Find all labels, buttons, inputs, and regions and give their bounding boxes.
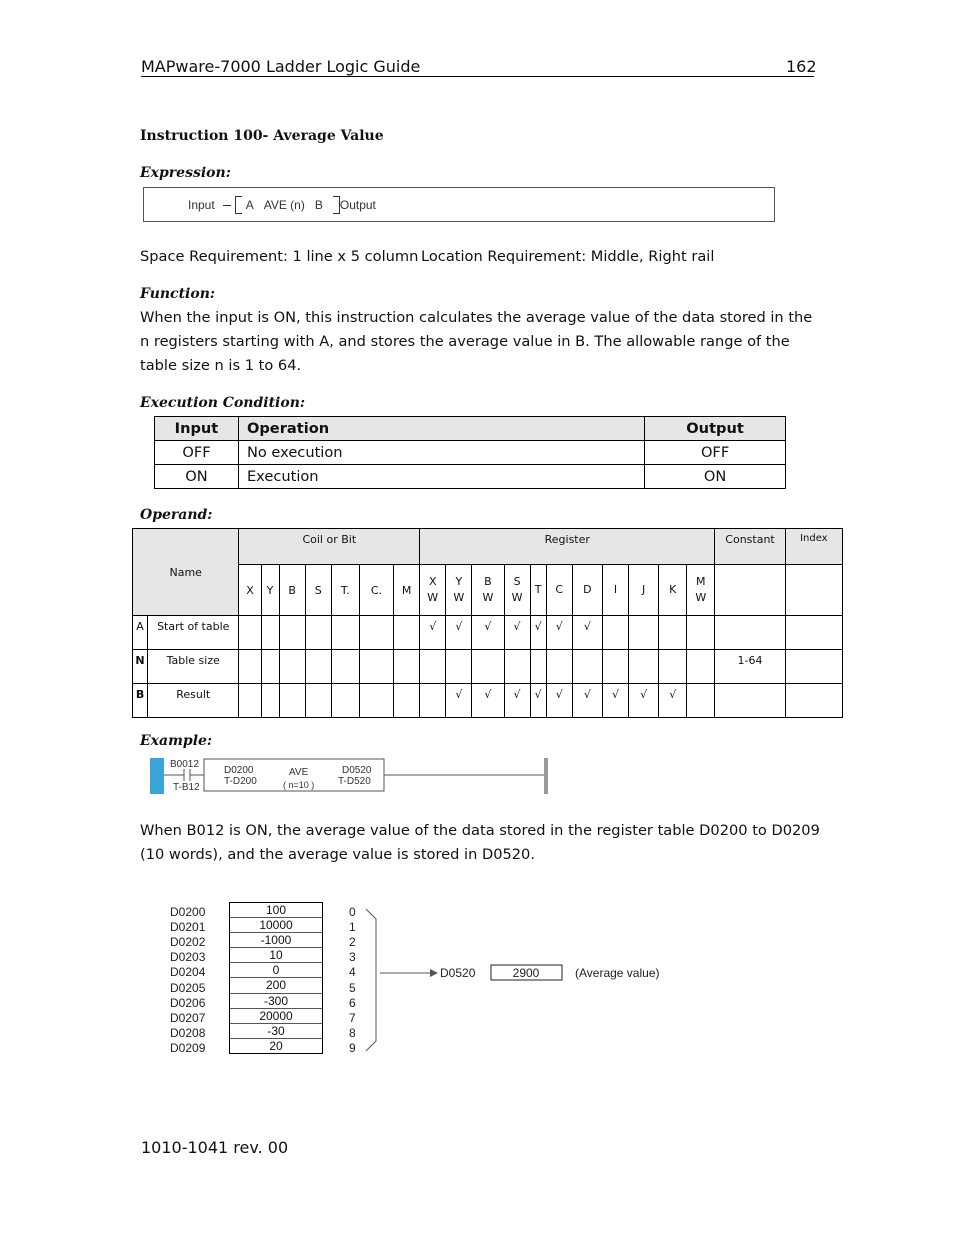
operand-cell: [239, 650, 261, 684]
operand-cell: [602, 616, 628, 650]
operand-cell: [546, 650, 572, 684]
operand-cell: [629, 616, 659, 650]
expr-input: Input: [188, 198, 215, 212]
register-col-letter: B: [484, 575, 492, 588]
constant-cell: [715, 684, 785, 718]
register-col-header: [420, 565, 446, 616]
operand-cell: [629, 684, 659, 718]
operand-cell: [261, 616, 279, 650]
operand-cell: [420, 616, 446, 650]
right-rail: [544, 758, 548, 794]
operand-cell: [279, 650, 305, 684]
register-col-suffix: W: [511, 591, 523, 604]
operand-cell: [420, 684, 446, 718]
arrow-head-icon: [430, 969, 438, 977]
coil-col-header: T.: [331, 565, 359, 616]
operand-cell: [546, 684, 572, 718]
operand-cell: [546, 616, 572, 650]
register-col-letter: Y: [455, 575, 463, 588]
left-rail: [150, 758, 164, 794]
expr-b: B: [314, 198, 323, 212]
execution-table: [154, 416, 786, 489]
register-col-letter: J: [641, 583, 646, 596]
index-cell: [785, 616, 842, 650]
operand-cell: [472, 650, 504, 684]
index-header: Index: [785, 529, 842, 565]
check-mark: √: [534, 620, 542, 633]
operand-cell: [279, 616, 305, 650]
register-col-suffix: W: [482, 591, 494, 604]
operand-cell: [261, 650, 279, 684]
check-mark: √: [534, 688, 542, 701]
register-value: 0: [230, 963, 322, 978]
register-index: 0: [349, 905, 356, 919]
coil-col-header: X: [239, 565, 261, 616]
function-heading: Function:: [140, 286, 216, 302]
register-value: 100: [230, 903, 322, 918]
operand-cell: [394, 684, 420, 718]
operand-cell: [359, 616, 393, 650]
check-mark: √: [484, 688, 492, 701]
operand-cell: [446, 650, 472, 684]
register-index: 3: [349, 950, 356, 965]
operand-name: Result: [148, 684, 239, 718]
space-requirement: Space Requirement: 1 line x 5 column: [140, 248, 419, 265]
operand-cell: [602, 650, 628, 684]
source-tag: D0200: [224, 765, 254, 776]
empty-header-cell: [785, 565, 842, 616]
register-name: D0204: [170, 965, 206, 980]
footer-revision: 1010-1041 rev. 00: [141, 1138, 289, 1157]
register-value: -1000: [230, 933, 322, 948]
exec-cell: ON: [645, 465, 786, 489]
register-index: 8: [349, 1025, 356, 1040]
register-col-suffix: W: [695, 591, 707, 604]
check-mark: √: [640, 688, 648, 701]
name-header-cell: [133, 529, 239, 616]
register-col-suffix: W: [427, 591, 439, 604]
operand-name: Start of table: [148, 616, 239, 650]
source-sub: T-D200: [224, 776, 257, 787]
operand-cell: [446, 684, 472, 718]
page-number: 162: [786, 57, 817, 76]
operand-cell: [394, 650, 420, 684]
operand-cell: [359, 684, 393, 718]
operand-name: Table size: [148, 650, 239, 684]
check-mark: √: [555, 620, 563, 633]
coil-col-header: B: [279, 565, 305, 616]
operand-cell: [530, 616, 546, 650]
register-col-header: [629, 565, 659, 616]
operand-cell: [331, 684, 359, 718]
register-col-letter: S: [513, 575, 521, 588]
register-col-letter: C: [555, 583, 564, 596]
expr-a: A: [245, 198, 254, 212]
check-mark: √: [429, 620, 437, 633]
operand-table: [132, 528, 843, 718]
constant-cell: [715, 616, 785, 650]
coil-col-header: M: [394, 565, 420, 616]
operand-cell: [602, 684, 628, 718]
operand-cell: [687, 616, 715, 650]
register-value: 200: [230, 978, 322, 993]
header-title: MAPware-7000 Ladder Logic Guide: [141, 57, 421, 76]
register-col-header: [546, 565, 572, 616]
index-cell: [785, 684, 842, 718]
name-header: Name: [169, 565, 202, 579]
check-mark: √: [513, 620, 521, 633]
register-name: D0207: [170, 1010, 206, 1025]
register-col-letter: X: [428, 575, 437, 588]
example-heading: Example:: [140, 733, 213, 749]
exec-cell: Execution: [238, 465, 644, 489]
register-index: 5: [349, 980, 356, 995]
operand-key: A: [133, 616, 148, 650]
register-col-letter: I: [613, 583, 618, 596]
target-register: D0520: [440, 966, 476, 980]
operand-key: B: [133, 684, 148, 718]
register-name: D0201: [170, 920, 206, 935]
operand-cell: [239, 684, 261, 718]
check-mark: √: [484, 620, 492, 633]
register-name: D0205: [170, 980, 206, 995]
register-index: 7: [349, 1010, 356, 1025]
coil-col-header: C.: [359, 565, 393, 616]
operand-cell: [472, 616, 504, 650]
register-value-column: [229, 902, 323, 1054]
check-mark: √: [611, 688, 619, 701]
register-col-header: [572, 565, 602, 616]
exec-cell: No execution: [238, 441, 644, 465]
register-col-header: [659, 565, 687, 616]
operand-cell: [394, 616, 420, 650]
operand-heading: Operand:: [140, 507, 213, 523]
register-col-suffix: W: [453, 591, 465, 604]
check-mark: √: [513, 688, 521, 701]
operand-cell: [530, 684, 546, 718]
register-col-letter: D: [583, 583, 592, 596]
register-group-header: Register: [420, 529, 715, 565]
register-name: D0202: [170, 935, 206, 950]
expr-output: Output: [339, 198, 376, 212]
operand-key: N: [133, 650, 148, 684]
operand-cell: [305, 684, 331, 718]
check-mark: √: [583, 620, 591, 633]
check-mark: √: [455, 688, 463, 701]
operand-cell: [446, 616, 472, 650]
coil-col-header: S: [305, 565, 331, 616]
register-value: 20: [269, 1038, 283, 1053]
register-value: 10000: [230, 918, 322, 933]
header-rule: [141, 76, 814, 77]
function-text: When the input is ON, this instruction calculates the average value of the data stored in the n registers starting with A, and stores the average value in B. The allowable range of the table size n is 1 to 64.: [140, 309, 813, 374]
operand-cell: [687, 650, 715, 684]
register-col-header: [504, 565, 530, 616]
dest-tag: D0520: [342, 765, 372, 776]
average-flow-diagram: [360, 905, 660, 1055]
empty-header-cell: [715, 565, 785, 616]
check-mark: √: [555, 688, 563, 701]
register-col-header: [687, 565, 715, 616]
result-label: (Average value): [575, 966, 660, 980]
register-col-header: [530, 565, 546, 616]
register-col-header: [446, 565, 472, 616]
operand-cell: [305, 650, 331, 684]
expression-box: [143, 187, 775, 222]
right-bracket: [333, 196, 340, 214]
check-mark: √: [583, 688, 591, 701]
location-requirement: Location Requirement: Middle, Right rail: [421, 248, 715, 265]
exec-header-input: Input: [155, 417, 239, 441]
execution-heading: Execution Condition:: [140, 395, 306, 411]
operand-cell: [331, 650, 359, 684]
table-row: [133, 616, 843, 650]
coil-col-header: Y: [261, 565, 279, 616]
table-row: [155, 441, 786, 465]
contact-tag: B0012: [170, 759, 199, 770]
register-col-header: [602, 565, 628, 616]
expression-heading: Expression:: [140, 165, 231, 181]
exec-header-operation: Operation: [238, 417, 644, 441]
register-index: 1: [349, 920, 356, 935]
table-row: [133, 684, 843, 718]
operand-cell: [420, 650, 446, 684]
check-mark: √: [669, 688, 677, 701]
register-col-letter: M: [696, 575, 706, 588]
left-bracket: [235, 196, 242, 214]
example-ladder-rung: [148, 756, 552, 796]
register-col-letter: K: [669, 583, 677, 596]
register-index: 9: [349, 1040, 356, 1055]
register-col-header: [472, 565, 504, 616]
contact-sub: T-B12: [173, 782, 200, 793]
func-label: AVE: [289, 767, 309, 778]
operand-cell: [572, 616, 602, 650]
coil-group-header: Coil or Bit: [239, 529, 420, 565]
table-row: [133, 650, 843, 684]
register-index: 2: [349, 935, 356, 950]
constant-header: Constant: [715, 529, 785, 565]
register-value: 10: [230, 948, 322, 963]
register-index: 4: [349, 965, 356, 980]
register-index: 6: [349, 995, 356, 1010]
register-value: -300: [230, 994, 322, 1009]
operand-cell: [359, 650, 393, 684]
exec-cell: OFF: [645, 441, 786, 465]
expr-func: AVE (n): [263, 198, 305, 212]
operand-cell: [331, 616, 359, 650]
check-mark: √: [455, 620, 463, 633]
operand-cell: [572, 684, 602, 718]
operand-cell: [239, 616, 261, 650]
operand-cell: [659, 650, 687, 684]
operand-cell: [504, 650, 530, 684]
operand-cell: [504, 616, 530, 650]
exec-cell: OFF: [155, 441, 239, 465]
register-name: D0203: [170, 950, 206, 965]
operand-cell: [279, 684, 305, 718]
operand-cell: [659, 616, 687, 650]
table-row: [155, 465, 786, 489]
operand-cell: [472, 684, 504, 718]
operand-cell: [504, 684, 530, 718]
operand-cell: [530, 650, 546, 684]
register-name: D0208: [170, 1025, 206, 1040]
register-col-letter: T: [534, 583, 542, 596]
brace: [366, 909, 376, 1051]
exec-header-output: Output: [645, 417, 786, 441]
register-value: 20000: [230, 1009, 322, 1024]
example-text: When B012 is ON, the average value of the data stored in the register table D0200 to D0209 (10 words), and the average value is stored in D0520.: [140, 822, 820, 863]
register-name: D0200: [170, 905, 206, 919]
register-name: D0209: [170, 1040, 206, 1055]
register-name: D0206: [170, 995, 206, 1010]
register-value: -30: [230, 1024, 322, 1039]
constant-cell: 1-64: [715, 650, 785, 684]
exec-cell: ON: [155, 465, 239, 489]
operand-cell: [687, 684, 715, 718]
func-sub: ( n=10 ): [283, 780, 315, 790]
operand-cell: [305, 616, 331, 650]
instruction-title: Instruction 100- Average Value: [140, 128, 384, 144]
operand-cell: [261, 684, 279, 718]
operand-cell: [659, 684, 687, 718]
operand-cell: [572, 650, 602, 684]
dest-sub: T-D520: [338, 776, 371, 787]
operand-cell: [629, 650, 659, 684]
index-cell: [785, 650, 842, 684]
result-value: 2900: [512, 966, 540, 980]
